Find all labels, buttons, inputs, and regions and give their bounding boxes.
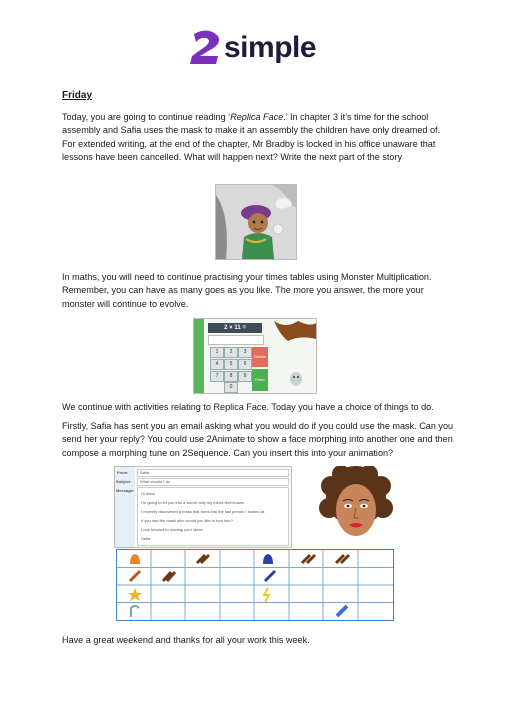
key-0: 0 [224,382,238,393]
message-line: If you had the mask who would you like to turn into? [141,518,233,523]
message-label: Message: [116,488,135,493]
key-1: 1 [210,347,224,358]
text-segment: .’ In chapter 3 it’s time for the school assembly and Safia uses the mask to make it an assembly the children have only dreamed of. For extended writing, at the end of the chapter, Mr Bradby is locked in his office unaware that lessons have been cancelled. What will happen next? Write the next part of the story [62,112,441,162]
question-display: 2 × 11 = [208,323,262,333]
key-5: 5 [224,359,238,370]
activity-intro: We continue with activities relating to Replica Face. Today you have a choice of things to do. [62,402,434,412]
message-line: Hi there [141,491,156,496]
from-label: From: [117,470,129,475]
message-line: I'm going to let you into a secret only my friend Nell knows. [141,500,245,505]
violin-icon [265,571,275,581]
email-screenshot [114,466,292,548]
answer-box [208,335,264,345]
logo-mark-icon [188,28,222,66]
progress-bar [194,319,204,393]
bell-icon [263,554,273,564]
text-segment: Today, you are going to continue reading ‘ [62,112,231,122]
lightning-icon [264,588,269,602]
violin-icon [336,555,349,563]
delete-key: Delete [252,347,268,367]
message-line: Safia [141,536,151,541]
monster-icon [270,319,316,393]
closing-paragraph: Have a great weekend and thanks for all your work this week. [62,635,310,645]
reading-paragraph [62,111,454,164]
message-line: Look forward to reading your ideas. [141,527,204,532]
music-sequence-grid [116,549,394,621]
bell-icon [130,554,140,564]
book-title: Replica Face [230,112,284,122]
character-illustration [215,184,297,260]
face-portrait [311,466,401,546]
key-6: 6 [238,359,252,370]
key-9: 9 [238,371,252,382]
page-title: Friday [62,90,93,101]
monster-multiplication-screenshot [193,318,317,394]
key-7: 7 [210,371,224,382]
brand-logo [188,28,328,68]
key-2: 2 [224,347,238,358]
key-4: 4 [210,359,224,370]
tap-icon [131,606,139,617]
sequence-grid-lines [117,550,393,620]
email-task-paragraph: Firstly, Safia has sent you an email asking what you would do if you could use the mask. Can you send her your reply? You could use 2Animate to show a face morphing into another one and then compose a morphing tune on 2Sequence. Can you insert this into your animation? [62,421,454,458]
instrument-icon [337,606,347,616]
subject-label: Subject: [116,479,132,484]
logo-text: simple [224,31,317,64]
key-8: 8 [224,371,238,382]
message-body [137,487,289,546]
maths-paragraph: In maths, you will need to continue practising your times tables using Monster Multiplication. Remember, you can have as many goes as you like. The more you answer, the more your monster will continue to evolve. [62,272,432,309]
violin-icon [163,572,175,581]
violin-icon [130,571,140,581]
key-3: 3 [238,347,252,358]
violin-icon [197,555,209,563]
subject-value: What should I do [137,478,289,486]
violin-icon [302,555,315,563]
star-icon [128,588,142,601]
message-line: I recently discovered a mask that turns into the last person I looked at. [141,509,266,514]
enter-key: Enter [252,369,268,391]
from-value: Safia [137,469,289,477]
